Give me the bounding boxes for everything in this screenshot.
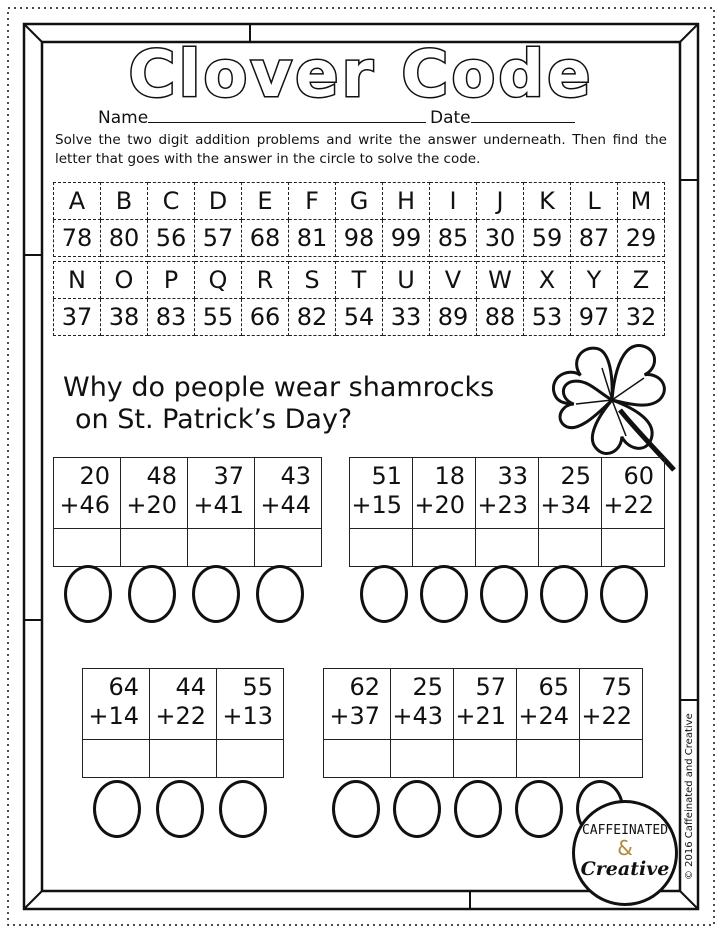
addend-top: 65 <box>538 673 569 701</box>
answer-box[interactable] <box>539 529 602 567</box>
addend-top: 18 <box>434 462 465 490</box>
addend-bottom: +22 <box>603 491 654 519</box>
addition-problem <box>476 458 539 529</box>
addend-bottom: +24 <box>518 702 569 730</box>
code-number-cell: 55 <box>195 299 242 336</box>
letter-circle[interactable] <box>600 565 648 623</box>
addend-bottom: +23 <box>477 491 528 519</box>
code-number-cell: 37 <box>54 299 101 336</box>
code-letter-cell: M <box>618 183 665 220</box>
answer-box[interactable] <box>324 740 391 778</box>
letter-row <box>54 183 665 220</box>
code-number-cell: 29 <box>618 220 665 257</box>
logo-ampersand: & <box>617 836 633 860</box>
addition-problem <box>188 458 255 529</box>
code-letter-cell: Y <box>571 262 618 299</box>
code-key-table-1 <box>53 182 665 257</box>
addition-problem <box>580 669 643 740</box>
answer-box[interactable] <box>54 529 121 567</box>
code-number-cell: 66 <box>242 299 289 336</box>
code-number-cell: 99 <box>383 220 430 257</box>
code-number-cell: 85 <box>430 220 477 257</box>
addend-bottom: +20 <box>414 491 465 519</box>
letter-circle[interactable] <box>219 780 267 838</box>
addend-bottom: +41 <box>193 491 244 519</box>
question-line-1: Why do people wear shamrocks <box>63 372 495 403</box>
letter-circle[interactable] <box>256 565 304 623</box>
code-number-cell: 80 <box>101 220 148 257</box>
addition-problem <box>324 669 391 740</box>
code-letter-cell: U <box>383 262 430 299</box>
logo-text-2: Creative <box>580 858 670 880</box>
number-row <box>54 220 665 257</box>
letter-row <box>54 262 665 299</box>
addition-problem <box>391 669 454 740</box>
page-title: Clover Code <box>128 38 594 112</box>
instructions: Solve the two digit addition problems and write the answer underneath. Then find the letter that goes with the answer in the circle to solve the code. <box>55 132 667 167</box>
problem-group-2 <box>349 457 665 567</box>
addition-problem <box>539 458 602 529</box>
answer-box[interactable] <box>454 740 517 778</box>
problem-group-1 <box>53 457 322 567</box>
code-number-cell: 83 <box>148 299 195 336</box>
addend-top: 64 <box>108 673 139 701</box>
code-letter-cell: X <box>524 262 571 299</box>
code-letter-cell: B <box>101 183 148 220</box>
code-letter-cell: N <box>54 262 101 299</box>
addition-problem <box>121 458 188 529</box>
addend-top: 55 <box>242 673 273 701</box>
addend-bottom: +13 <box>222 702 273 730</box>
code-letter-cell: H <box>383 183 430 220</box>
riddle-question <box>63 372 494 436</box>
letter-circle[interactable] <box>540 565 588 623</box>
addend-top: 37 <box>213 462 244 490</box>
problem-group-3 <box>82 668 284 778</box>
addend-bottom: +37 <box>329 702 380 730</box>
addition-problem <box>255 458 322 529</box>
answer-box[interactable] <box>217 740 284 778</box>
code-number-cell: 54 <box>336 299 383 336</box>
code-letter-cell: O <box>101 262 148 299</box>
answer-box[interactable] <box>83 740 150 778</box>
name-field[interactable] <box>98 108 426 128</box>
addend-top: 51 <box>371 462 402 490</box>
code-number-cell: 97 <box>571 299 618 336</box>
code-number-cell: 98 <box>336 220 383 257</box>
code-number-cell: 33 <box>383 299 430 336</box>
addend-bottom: +15 <box>351 491 402 519</box>
answer-box[interactable] <box>350 529 413 567</box>
letter-circle[interactable] <box>64 565 112 623</box>
code-letter-cell: V <box>430 262 477 299</box>
answer-box[interactable] <box>602 529 665 567</box>
addend-bottom: +43 <box>392 702 443 730</box>
code-number-cell: 82 <box>289 299 336 336</box>
letter-circle[interactable] <box>480 565 528 623</box>
code-letter-cell: A <box>54 183 101 220</box>
addition-problem <box>454 669 517 740</box>
date-label: Date <box>430 108 471 128</box>
code-letter-cell: W <box>477 262 524 299</box>
letter-circle[interactable] <box>515 780 563 838</box>
letter-circle[interactable] <box>420 565 468 623</box>
code-letter-cell: F <box>289 183 336 220</box>
letter-circle[interactable] <box>454 780 502 838</box>
letter-circle[interactable] <box>128 565 176 623</box>
question-line-2: on St. Patrick’s Day? <box>75 404 353 435</box>
code-letter-cell: D <box>195 183 242 220</box>
code-number-cell: 87 <box>571 220 618 257</box>
code-number-cell: 38 <box>101 299 148 336</box>
answer-box[interactable] <box>476 529 539 567</box>
addend-top: 44 <box>175 673 206 701</box>
addend-bottom: +20 <box>126 491 177 519</box>
letter-circle[interactable] <box>360 565 408 623</box>
addition-problem <box>54 458 121 529</box>
code-letter-cell: K <box>524 183 571 220</box>
addition-problem <box>150 669 217 740</box>
name-label: Name <box>98 108 149 128</box>
addition-problem <box>602 458 665 529</box>
code-letter-cell: P <box>148 262 195 299</box>
logo-text-1: CAFFEINATED <box>581 823 669 838</box>
code-number-cell: 53 <box>524 299 571 336</box>
code-letter-cell: C <box>148 183 195 220</box>
answer-box[interactable] <box>413 529 476 567</box>
code-number-cell: 32 <box>618 299 665 336</box>
code-key-table-2 <box>53 261 665 336</box>
number-row <box>54 299 665 336</box>
addend-top: 48 <box>146 462 177 490</box>
addition-problem <box>83 669 150 740</box>
code-letter-cell: L <box>571 183 618 220</box>
addend-top: 60 <box>623 462 654 490</box>
code-letter-cell: Z <box>618 262 665 299</box>
code-letter-cell: I <box>430 183 477 220</box>
addend-bottom: +22 <box>581 702 632 730</box>
answer-box[interactable] <box>255 529 322 567</box>
answer-box[interactable] <box>391 740 454 778</box>
copyright-text: © 2016 Caffeinated and Creative <box>684 713 695 880</box>
code-letter-cell: R <box>242 262 289 299</box>
letter-circle[interactable] <box>93 780 141 838</box>
addend-top: 33 <box>497 462 528 490</box>
code-letter-cell: S <box>289 262 336 299</box>
addend-top: 57 <box>475 673 506 701</box>
code-number-cell: 81 <box>289 220 336 257</box>
addition-problem <box>413 458 476 529</box>
code-number-cell: 30 <box>477 220 524 257</box>
code-number-cell: 56 <box>148 220 195 257</box>
addend-top: 43 <box>280 462 311 490</box>
code-letter-cell: Q <box>195 262 242 299</box>
addend-top: 20 <box>79 462 110 490</box>
answer-box[interactable] <box>150 740 217 778</box>
code-number-cell: 59 <box>524 220 571 257</box>
answer-box[interactable] <box>188 529 255 567</box>
code-number-cell: 88 <box>477 299 524 336</box>
letter-circle[interactable] <box>393 780 441 838</box>
code-letter-cell: T <box>336 262 383 299</box>
addend-bottom: +44 <box>260 491 311 519</box>
letter-circle[interactable] <box>156 780 204 838</box>
addend-bottom: +14 <box>88 702 139 730</box>
addend-top: 25 <box>412 673 443 701</box>
code-letter-cell: J <box>477 183 524 220</box>
addend-top: 62 <box>349 673 380 701</box>
answer-box[interactable] <box>121 529 188 567</box>
code-letter-cell: G <box>336 183 383 220</box>
code-number-cell: 68 <box>242 220 289 257</box>
answer-box[interactable] <box>580 740 643 778</box>
letter-circle[interactable] <box>332 780 380 838</box>
addend-top: 25 <box>560 462 591 490</box>
addition-problem <box>217 669 284 740</box>
date-field[interactable] <box>430 108 575 128</box>
addend-bottom: +46 <box>59 491 110 519</box>
answer-box[interactable] <box>517 740 580 778</box>
addend-bottom: +22 <box>155 702 206 730</box>
addition-problem <box>517 669 580 740</box>
addend-bottom: +21 <box>455 702 506 730</box>
code-number-cell: 89 <box>430 299 477 336</box>
addend-top: 75 <box>601 673 632 701</box>
addend-bottom: +34 <box>540 491 591 519</box>
letter-circle[interactable] <box>192 565 240 623</box>
code-number-cell: 78 <box>54 220 101 257</box>
code-number-cell: 57 <box>195 220 242 257</box>
code-letter-cell: E <box>242 183 289 220</box>
problem-group-4 <box>323 668 643 778</box>
brand-logo <box>572 800 678 906</box>
addition-problem <box>350 458 413 529</box>
